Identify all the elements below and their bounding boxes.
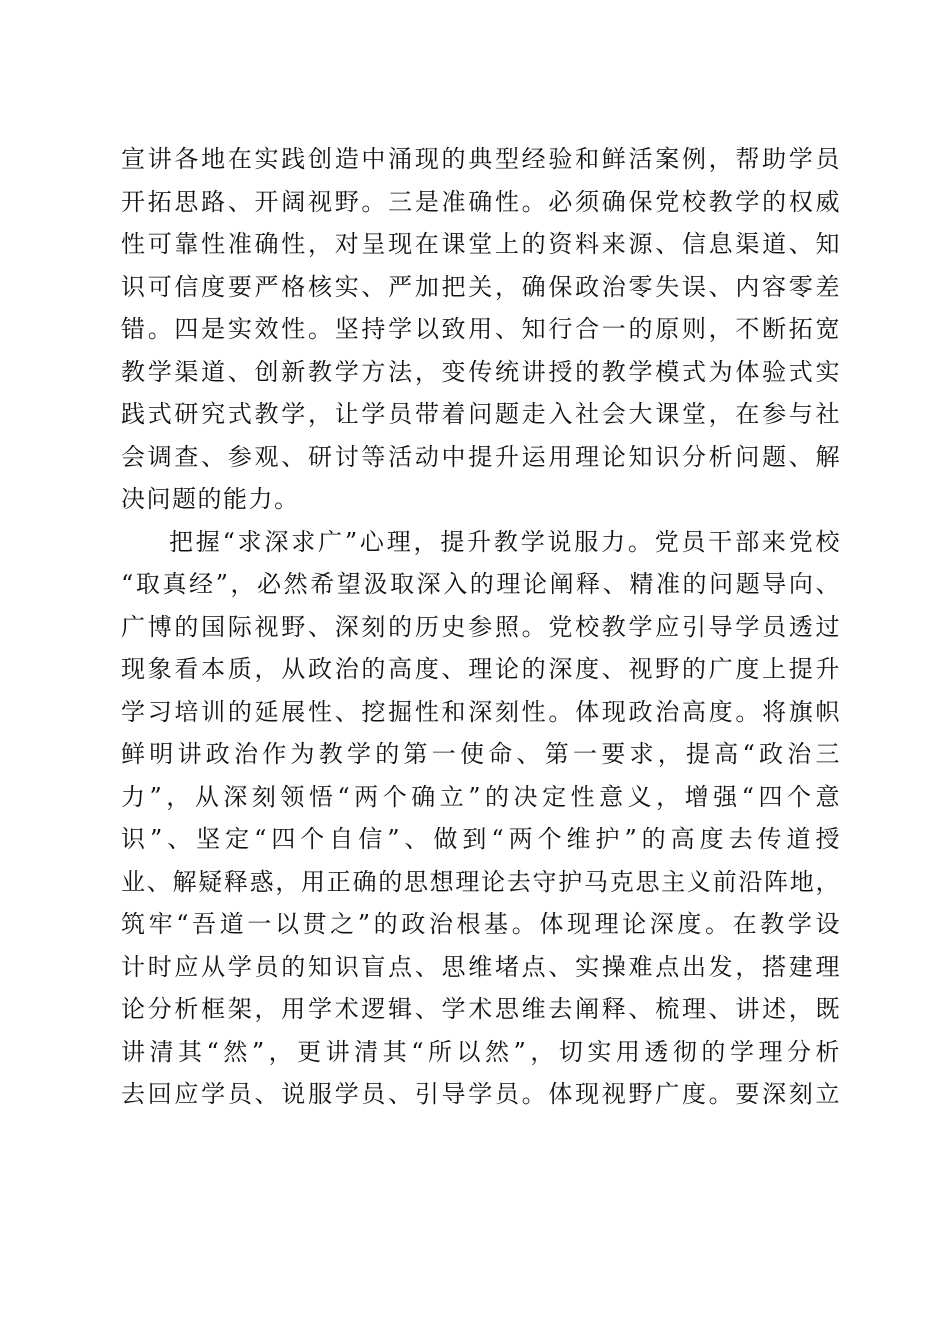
- text-line: 论分析框架，用学术逻辑、学术思维去阐释、梳理、讲述，既: [121, 995, 841, 1023]
- text-line: 践式研究式教学，让学员带着问题走入社会大课堂，在参与社: [121, 400, 841, 428]
- text-line: 教学渠道、创新教学方法，变传统讲授的教学模式为体验式实: [121, 357, 841, 386]
- text-line: 会调查、参观、研讨等活动中提升运用理论知识分析问题、解: [121, 442, 841, 471]
- text-line: 决问题的能力。: [121, 485, 300, 513]
- body-text: [121, 138, 841, 1116]
- text-line: 广博的国际视野、深刻的历史参照。党校教学应引导学员透过: [121, 612, 841, 641]
- text-line: 鲜明讲政治作为教学的第一使命、第一要求，提高“政治三: [121, 740, 841, 768]
- text-line: 讲清其“然”，更讲清其“所以然”，切实用透彻的学理分析: [121, 1037, 841, 1066]
- paragraph-2: [121, 521, 841, 1116]
- text-line: 错。四是实效性。坚持学以致用、知行合一的原则，不断拓宽: [121, 315, 841, 343]
- text-line: 力”，从深刻领悟“两个确立”的决定性意义，增强“四个意: [121, 782, 841, 811]
- text-line: “取真经”，必然希望汲取深入的理论阐释、精准的问题导向、: [121, 570, 841, 598]
- text-line: 性可靠性准确性，对呈现在课堂上的资料来源、信息渠道、知: [121, 230, 841, 258]
- text-line: 现象看本质，从政治的高度、理论的深度、视野的广度上提升: [121, 655, 841, 683]
- text-line: 计时应从学员的知识盲点、思维堵点、实操难点出发，搭建理: [121, 952, 841, 981]
- text-line: 开拓思路、开阔视野。三是准确性。必须确保党校教学的权威: [121, 187, 841, 216]
- text-line: 学习培训的延展性、挖掘性和深刻性。体现政治高度。将旗帜: [121, 697, 841, 726]
- text-line: 把握“求深求广”心理，提升教学说服力。党员干部来党校: [169, 527, 841, 556]
- paragraph-1: [121, 138, 841, 521]
- text-line: 识可信度要严格核实、严加把关，确保政治零失误、内容零差: [121, 272, 841, 301]
- text-line: 去回应学员、说服学员、引导学员。体现视野广度。要深刻立: [121, 1080, 841, 1108]
- text-line: 识”、坚定“四个自信”、做到“两个维护”的高度去传道授: [121, 825, 841, 853]
- text-line: 业、解疑释惑，用正确的思想理论去守护马克思主义前沿阵地，: [121, 867, 841, 896]
- text-line: 筑牢“吾道一以贯之”的政治根基。体现理论深度。在教学设: [121, 910, 841, 938]
- text-line: 宣讲各地在实践创造中涌现的典型经验和鲜活案例，帮助学员: [121, 145, 841, 173]
